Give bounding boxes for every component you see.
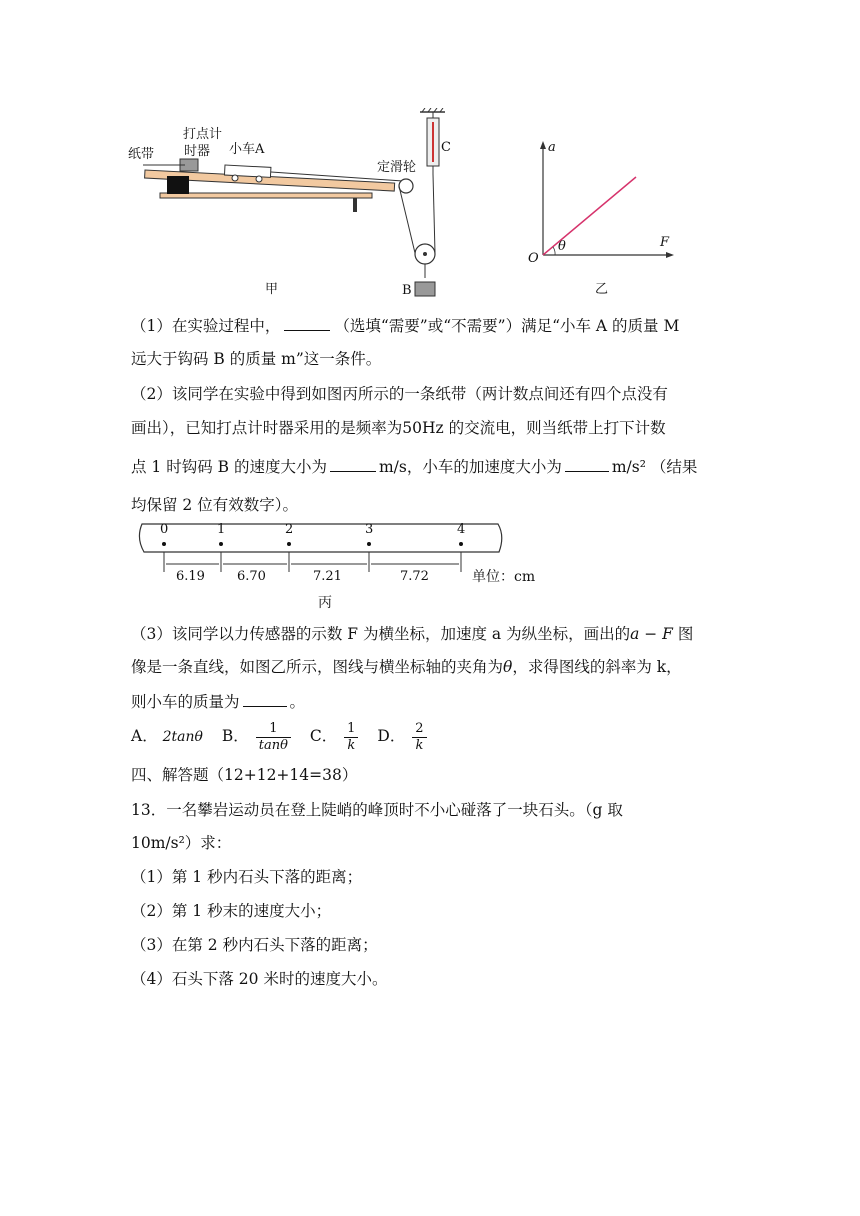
figure-bing bbox=[128, 520, 558, 615]
option-c-label: C． bbox=[309, 727, 338, 745]
tape-point-3: 3 bbox=[365, 522, 374, 537]
option-c-fraction bbox=[344, 721, 358, 754]
q2-velocity-blank[interactable] bbox=[330, 455, 376, 472]
tape-distance-1: 6.19 bbox=[176, 569, 205, 584]
label-pulley: 定滑轮 bbox=[377, 160, 417, 175]
origin-label: O bbox=[528, 251, 539, 266]
q2-line3 bbox=[131, 455, 697, 478]
tape-point-2: 2 bbox=[285, 522, 294, 537]
q13-sub2: （2）第 1 秒末的速度大小； bbox=[131, 902, 332, 920]
q2-line4: 均保留 2 位有效数字）。 bbox=[131, 496, 298, 514]
q1-line2: 远大于钩码 B 的质量 m”这一条件。 bbox=[131, 350, 382, 368]
apparatus-drawing bbox=[125, 108, 455, 303]
q1-text: （选填“需要”或“不需要”）满足“小车 A 的质量 M bbox=[334, 317, 680, 335]
option-d-fraction bbox=[412, 721, 426, 754]
q3-line1 bbox=[131, 623, 693, 645]
label-b: B bbox=[402, 283, 412, 298]
caption-yi: 乙 bbox=[595, 282, 609, 297]
q1-answer-blank[interactable] bbox=[284, 314, 330, 331]
option-b-denominator: tanθ bbox=[258, 737, 288, 753]
q3-line3-end: 。 bbox=[289, 693, 306, 711]
label-timer-line1: 打点计 bbox=[183, 127, 223, 142]
axis-label-f: F bbox=[660, 235, 670, 250]
tape-point-1: 1 bbox=[217, 522, 226, 537]
q3-line2-b: ，求得图线的斜率为 k， bbox=[512, 658, 682, 676]
label-timer-line2: 时器 bbox=[184, 144, 211, 159]
q13-sub4: （4）石头下落 20 米时的速度大小。 bbox=[131, 970, 388, 988]
option-b-label: B． bbox=[221, 727, 249, 745]
q13-line2: 10m/s²）求： bbox=[131, 834, 232, 852]
figure-yi bbox=[520, 135, 685, 295]
caption-jia: 甲 bbox=[265, 282, 279, 297]
option-d-numerator: 2 bbox=[412, 721, 426, 738]
af-graph bbox=[520, 135, 685, 295]
q13-sub1: （1）第 1 秒内石头下落的距离； bbox=[131, 868, 363, 886]
figure-jia bbox=[125, 108, 455, 303]
option-d-label: D． bbox=[377, 727, 406, 745]
caption-bing: 丙 bbox=[318, 595, 332, 611]
option-b-fraction bbox=[256, 721, 291, 754]
q3-line1-a: （3）该同学以力传感器的示数 F 为横坐标，加速度 a 为纵坐标，画出的 bbox=[131, 625, 631, 643]
label-c: C bbox=[441, 140, 451, 155]
q2-line3-a: 点 1 时钩码 B 的速度大小为 bbox=[131, 458, 327, 476]
tape-distance-3: 7.21 bbox=[313, 569, 342, 584]
tape-distance-4: 7.72 bbox=[400, 569, 429, 584]
q2-line2: 画出），已知打点计时器采用的是频率为50Hz 的交流电，则当纸带上打下计数 bbox=[131, 419, 666, 437]
options-row bbox=[131, 716, 429, 757]
q2-line1: （2）该同学在实验中得到如图丙所示的一条纸带（两计数点间还有四个点没有 bbox=[131, 385, 668, 403]
angle-label: θ bbox=[558, 239, 566, 254]
q2-line3-c: m/s² （结果 bbox=[611, 458, 698, 476]
q13-line1: 13．一名攀岩运动员在登上陡峭的峰顶时不小心碰落了一块石头。（g 取 bbox=[131, 801, 623, 819]
q3-line2-a: 像是一条直线，如图乙所示，图线与横坐标轴的夹角为 bbox=[131, 658, 504, 676]
q3-mass-blank[interactable] bbox=[243, 690, 287, 707]
option-d-denominator: k bbox=[415, 737, 424, 753]
q1-line1 bbox=[131, 314, 679, 337]
tape-point-0: 0 bbox=[160, 522, 169, 537]
q3-math-theta: θ bbox=[503, 658, 513, 676]
q3-line3-text: 则小车的质量为 bbox=[131, 693, 240, 711]
option-c-numerator: 1 bbox=[344, 721, 358, 738]
q13-sub3: （3）在第 2 秒内石头下落的距离； bbox=[131, 936, 378, 954]
option-c-denominator: k bbox=[347, 737, 356, 753]
option-a-math: 2tanθ bbox=[162, 729, 203, 745]
label-paper-tape: 纸带 bbox=[128, 147, 155, 162]
q2-line3-b: m/s，小车的加速度大小为 bbox=[378, 458, 562, 476]
option-b-numerator: 1 bbox=[256, 721, 291, 738]
q3-line2 bbox=[131, 656, 682, 678]
label-cart: 小车A bbox=[229, 142, 265, 157]
axis-label-a: a bbox=[548, 140, 556, 155]
q3-line3 bbox=[131, 690, 305, 713]
tape-distance-2: 6.70 bbox=[237, 569, 266, 584]
q3-line1-b: 图 bbox=[672, 625, 694, 643]
tape-unit: 单位：cm bbox=[472, 569, 536, 585]
option-a-label: A． bbox=[131, 727, 158, 745]
tape-point-4: 4 bbox=[457, 522, 466, 537]
q1-prefix: （1）在实验过程中， bbox=[131, 317, 281, 335]
q3-math-af: a − F bbox=[630, 625, 673, 643]
q2-acceleration-blank[interactable] bbox=[565, 455, 609, 472]
section4-title: 四、解答题（12+12+14=38） bbox=[131, 766, 358, 784]
